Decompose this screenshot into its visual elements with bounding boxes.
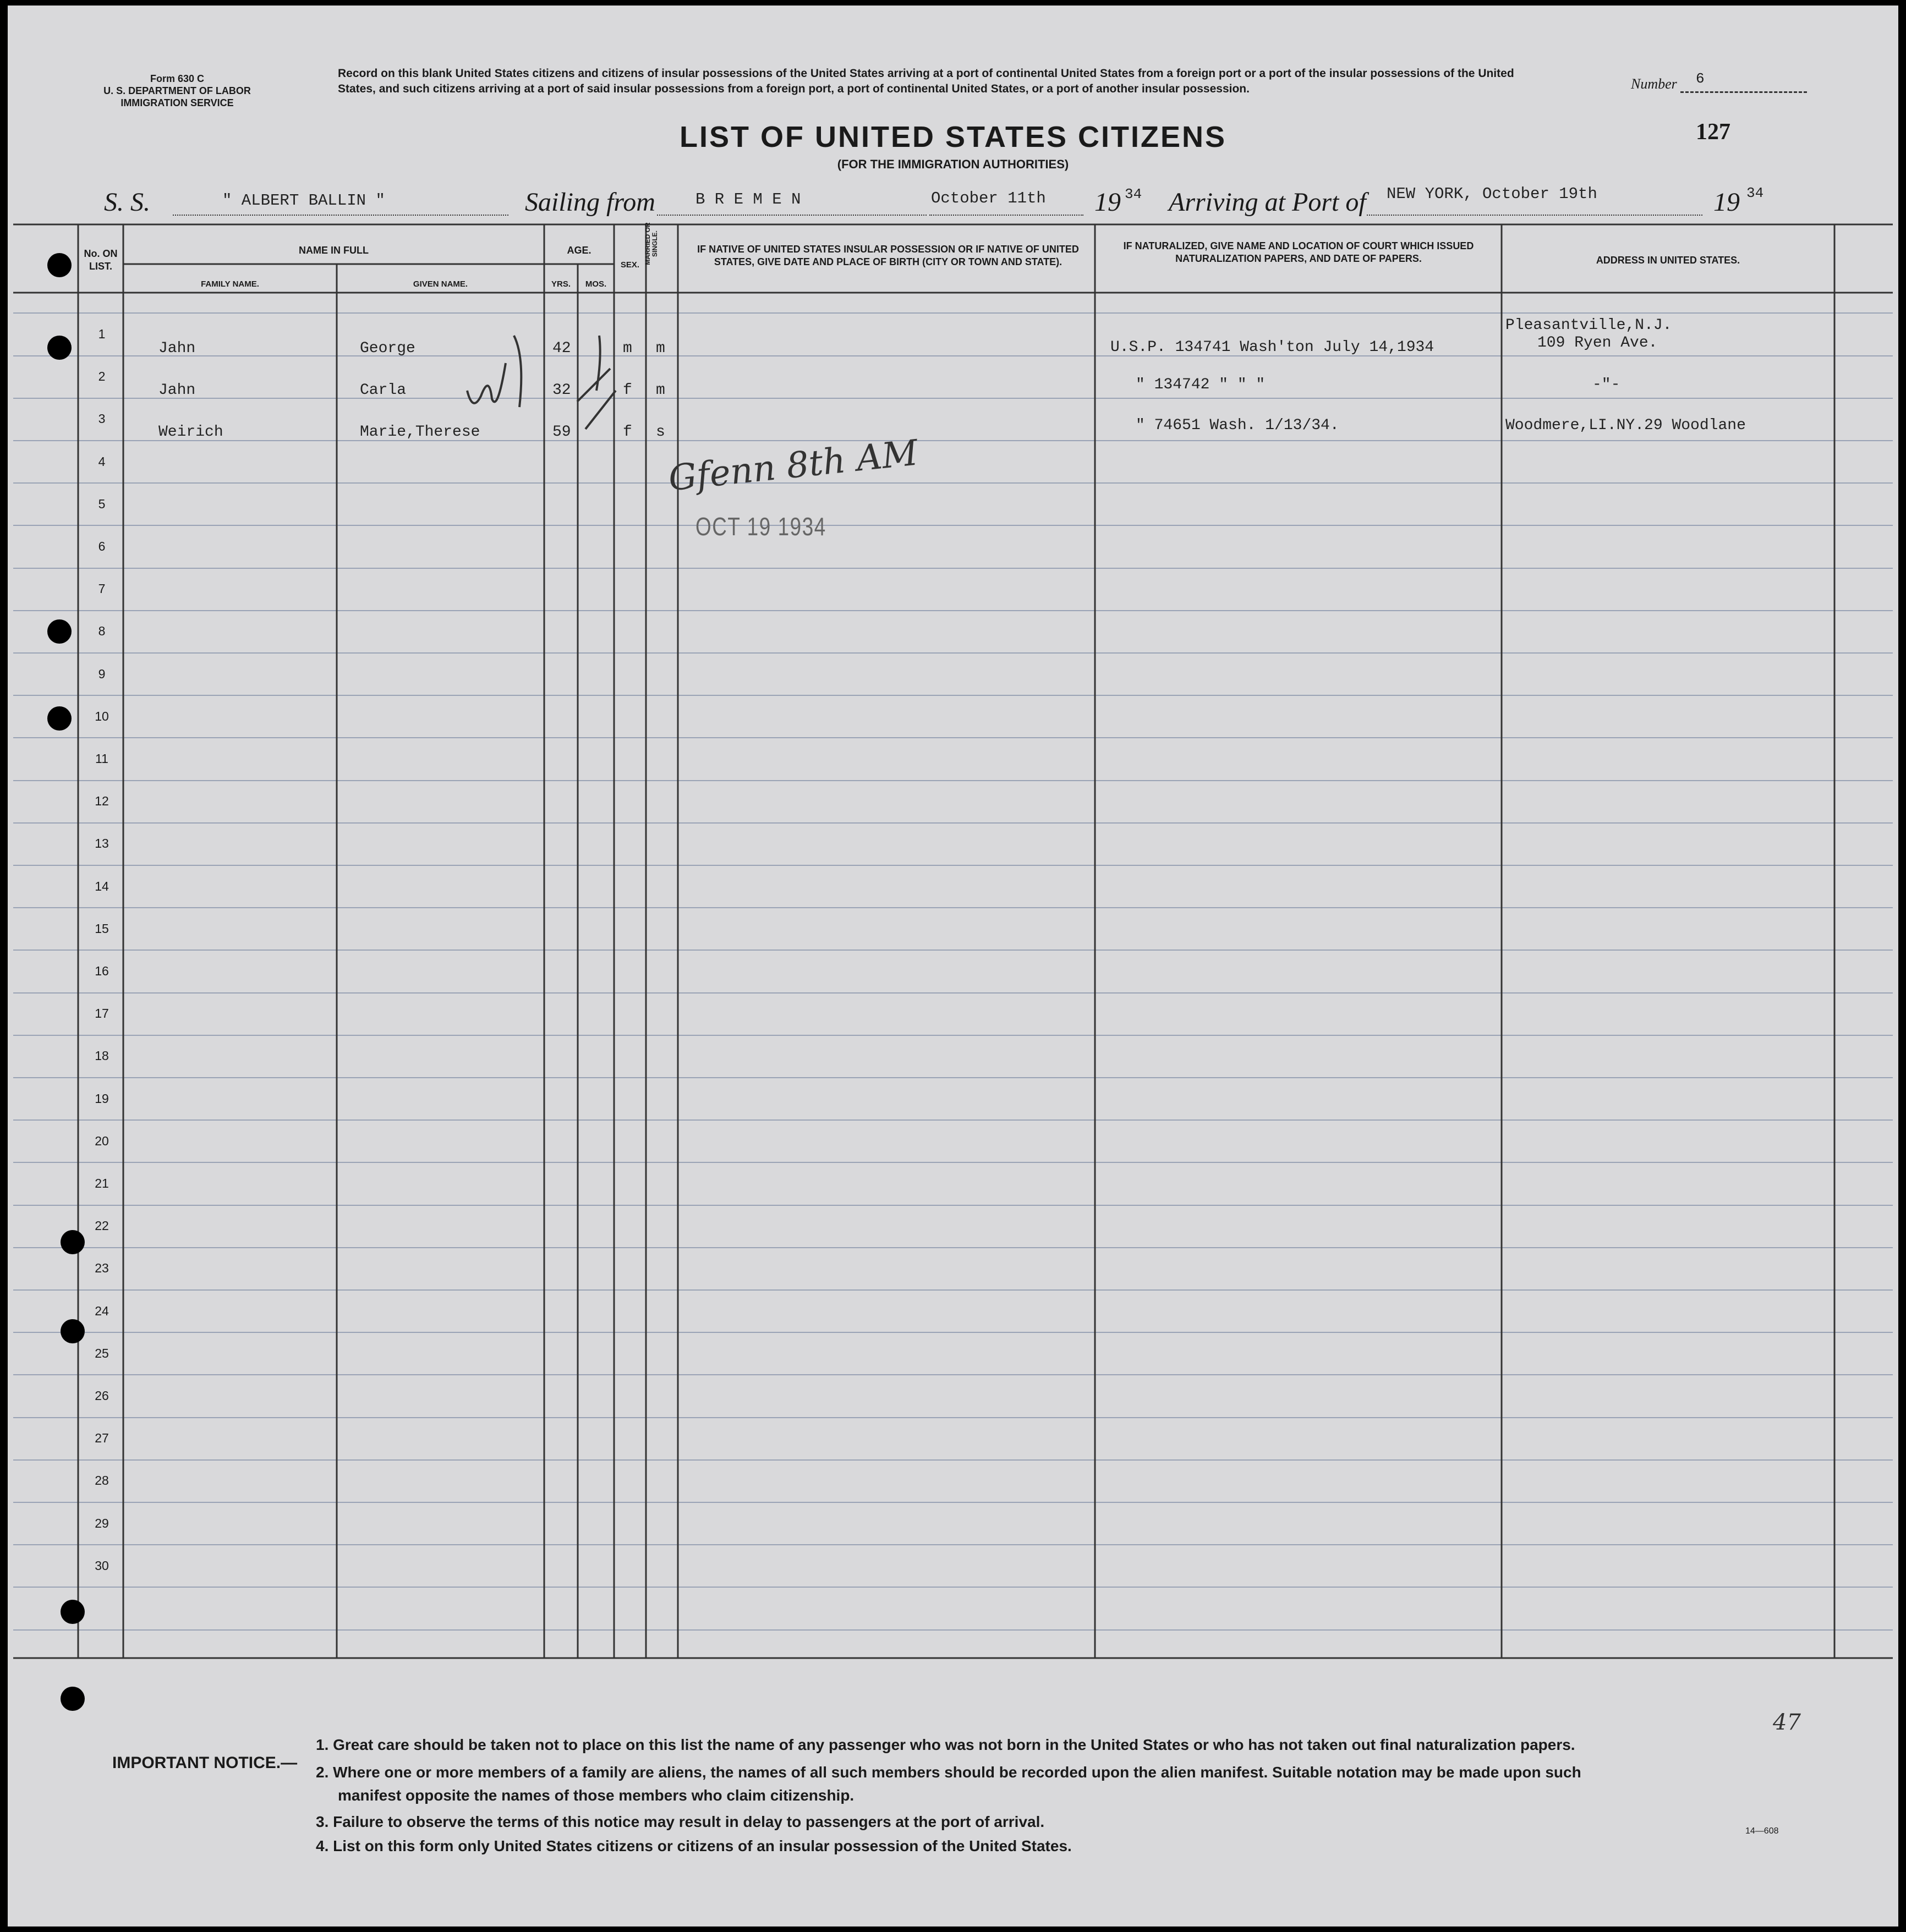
- entry-2-naturalization: " 134742 " " ": [1136, 376, 1266, 393]
- header-address: ADDRESS IN UNITED STATES.: [1596, 255, 1740, 266]
- port-from: B R E M E N: [695, 190, 801, 208]
- row-number: 18: [95, 1049, 109, 1063]
- row-number: 22: [95, 1219, 109, 1233]
- row-number: 7: [98, 581, 106, 596]
- service: IMMIGRATION SERVICE: [121, 97, 234, 108]
- entry-2-sex: f: [623, 382, 632, 399]
- page-subtitle: (FOR THE IMMIGRATION AUTHORITIES): [837, 157, 1069, 171]
- notice-item-4: 4. List on this form only United States citizens or citizens of an insular possession of the United States.: [316, 1837, 1072, 1854]
- punch-hole: [61, 1319, 85, 1343]
- row-number: 29: [95, 1516, 109, 1530]
- row-number: 12: [95, 794, 109, 808]
- arriving-label: Arriving at Port of: [1169, 188, 1366, 217]
- row-number: 14: [95, 879, 109, 893]
- punch-hole: [61, 1230, 85, 1254]
- punch-hole: [47, 706, 72, 731]
- row-number: 5: [98, 497, 106, 511]
- entry-2-address: -"-: [1592, 376, 1620, 393]
- punch-hole: [47, 336, 72, 360]
- entry-2-given: Carla: [360, 382, 407, 399]
- entry-1-given: George: [360, 340, 415, 357]
- notice-label: IMPORTANT NOTICE.—: [112, 1754, 298, 1772]
- notice-item-1: 1. Great care should be taken not to place on this list the name of any passenger who was not born in the United States or who has not taken out final naturalization papers.: [316, 1736, 1575, 1753]
- sail-year-prefix: 19: [1094, 188, 1121, 217]
- marginal-note: 47: [1773, 1710, 1801, 1735]
- header-married-single: MARRIED OR SINGLE.: [644, 222, 659, 265]
- header-family-name: FAMILY NAME.: [201, 279, 259, 289]
- entry-1-address-line-1: Pleasantville,N.J.: [1505, 317, 1672, 334]
- punch-hole: [47, 253, 72, 277]
- entry-3-naturalization: " 74651 Wash. 1/13/34.: [1136, 417, 1339, 434]
- row-number: 23: [95, 1261, 109, 1275]
- row-number: 19: [95, 1091, 109, 1106]
- row-number: 11: [95, 751, 108, 766]
- number-value: 6: [1696, 70, 1705, 87]
- row-number: 16: [95, 964, 109, 978]
- footer-code: 14—608: [1745, 1826, 1779, 1836]
- number-label: Number: [1631, 76, 1677, 92]
- arrival-year-prefix: 19: [1713, 188, 1740, 217]
- handwritten-check-marks: [459, 325, 624, 446]
- notice-item-2: 2. Where one or more members of a family are aliens, the names of all such members should be recorded upon the alien manifest. Suitable notation may be made upon such: [316, 1764, 1581, 1781]
- header-no: No. ON LIST.: [84, 248, 118, 272]
- arrival-port-date: NEW YORK, October 19th: [1387, 185, 1597, 203]
- entry-1-marital: m: [656, 340, 665, 357]
- manifest-page: [8, 6, 1898, 1926]
- sail-year: 34: [1125, 186, 1142, 202]
- entry-1-family: Jahn: [158, 340, 196, 357]
- row-number: 21: [95, 1176, 109, 1190]
- row-number: 4: [98, 454, 106, 469]
- row-number: 9: [98, 667, 106, 681]
- entry-1-naturalization: U.S.P. 134741 Wash'ton July 14,1934: [1110, 339, 1434, 356]
- header-mos: MOS.: [585, 279, 607, 289]
- row-number: 2: [98, 369, 106, 383]
- sailing-label: Sailing from: [525, 188, 655, 217]
- ss-label: S. S.: [104, 188, 150, 217]
- row-number: 10: [95, 709, 109, 723]
- row-number: 8: [98, 624, 106, 638]
- row-number: 25: [95, 1346, 109, 1360]
- form-number: Form 630 C: [150, 73, 205, 84]
- punch-hole: [61, 1600, 85, 1624]
- form-instruction: Record on this blank United States citizens and citizens of insular possessions of the United States arriving at a port of continental United States from a foreign port or a port of the insular possessions of the United States, and such citizens arriving at a port of said insular possessions from a foreign port, a port of continental United States, or a port of another insular possession.: [338, 67, 1514, 95]
- header-yrs: YRS.: [551, 279, 571, 289]
- handwritten-stamp-note: Gfenn 8th AM: [666, 432, 920, 500]
- entry-1-sex: m: [623, 340, 632, 357]
- row-number: 28: [95, 1473, 109, 1488]
- header-naturalization: IF NATURALIZED, GIVE NAME AND LOCATION OF COURT WHICH ISSUED NATURALIZATION PAPERS, AND DATE OF PAPERS.: [1123, 240, 1474, 264]
- row-number: 1: [98, 327, 106, 341]
- row-number: 15: [95, 921, 109, 936]
- ship-name: " ALBERT BALLIN ": [222, 191, 385, 210]
- header-age: AGE.: [567, 245, 591, 256]
- notice-item-2-cont: manifest opposite the names of those members who claim citizenship.: [338, 1787, 855, 1804]
- header-name-in-full: NAME IN FULL: [299, 245, 369, 256]
- notice-item-3: 3. Failure to observe the terms of this notice may result in delay to passengers at the port of arrival.: [316, 1813, 1045, 1830]
- row-number: 3: [98, 411, 106, 426]
- page-number: 127: [1696, 119, 1730, 145]
- header-given-name: GIVEN NAME.: [413, 279, 468, 289]
- row-number: 27: [95, 1431, 109, 1445]
- entry-3-yrs: 59: [552, 424, 571, 441]
- date-stamp: OCT 19 1934: [695, 512, 826, 541]
- entry-1-yrs: 42: [552, 340, 571, 357]
- punch-hole: [61, 1687, 85, 1711]
- row-number: 6: [98, 539, 106, 553]
- entry-3-family: Weirich: [158, 424, 223, 441]
- row-number: 17: [95, 1006, 109, 1020]
- entry-2-family: Jahn: [158, 382, 196, 399]
- header-sex: SEX.: [620, 260, 640, 270]
- ruled-grid: [8, 6, 1898, 1926]
- department: U. S. DEPARTMENT OF LABOR: [103, 85, 251, 96]
- entry-2-marital: m: [656, 382, 665, 399]
- entry-3-given: Marie,Therese: [360, 424, 480, 441]
- row-number: 26: [95, 1388, 109, 1403]
- entry-2-yrs: 32: [552, 382, 571, 399]
- header-birth: IF NATIVE OF UNITED STATES INSULAR POSSESSION OR IF NATIVE OF UNITED STATES, GIVE DATE AND PLACE OF BIRTH (CITY OR TOWN AND STATE).: [697, 244, 1079, 267]
- row-number: 30: [95, 1558, 109, 1573]
- sail-date: October 11th: [931, 189, 1046, 207]
- entry-3-address: Woodmere,LI.NY.29 Woodlane: [1505, 417, 1746, 434]
- entry-1-address-line-2: 109 Ryen Ave.: [1537, 334, 1658, 352]
- row-number: 13: [95, 836, 109, 850]
- row-number: 24: [95, 1304, 109, 1318]
- entry-3-marital: s: [656, 424, 665, 441]
- page-title: LIST OF UNITED STATES CITIZENS: [680, 120, 1226, 153]
- arrival-year: 34: [1746, 185, 1764, 201]
- row-number: 20: [95, 1134, 109, 1148]
- entry-3-sex: f: [623, 424, 632, 441]
- punch-hole: [47, 619, 72, 644]
